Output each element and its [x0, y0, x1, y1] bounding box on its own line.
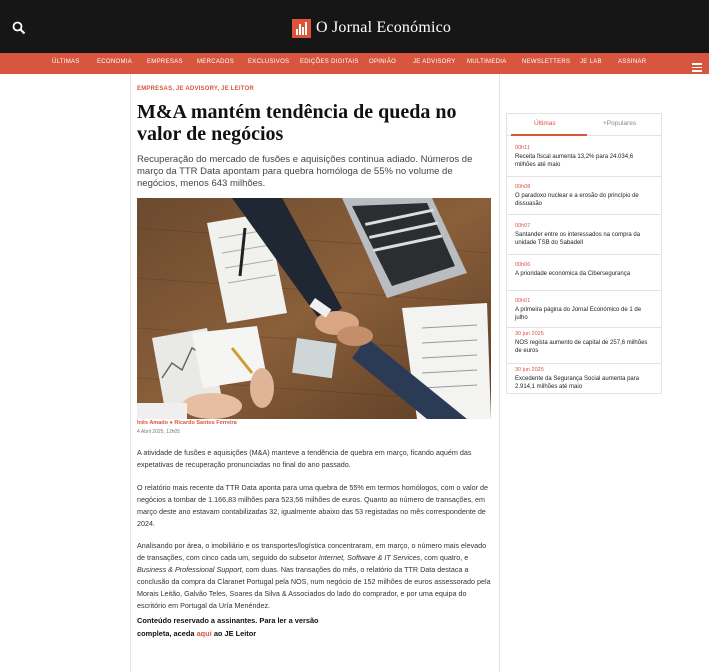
handshake-photo-illustration [137, 198, 491, 419]
nav-item-economia[interactable]: ECONOMIA [97, 59, 133, 65]
news-time: 30 jun 2025 [515, 331, 544, 337]
list-item[interactable] [507, 215, 661, 255]
paywall-notice: Conteúdo reservado a assinantes. Para ler a versão completa, aceda aqui ao JE Leitor [137, 616, 319, 638]
news-title[interactable]: NOS regista aumento de capital de 257,6 milhões de euros [515, 340, 648, 354]
tab-populares[interactable]: +Populares [603, 120, 637, 127]
brand-name: O Jornal Económico [316, 19, 452, 36]
content-left-divider [130, 74, 131, 672]
nav-item-mercados[interactable]: MERCADOS [197, 59, 235, 65]
news-time: 00h08 [515, 184, 531, 190]
news-title[interactable]: A primeira página do Jornal Económico de 1 de julho [515, 307, 642, 321]
content-right-divider [499, 74, 500, 672]
top-bar [0, 0, 709, 53]
list-item[interactable] [507, 177, 661, 215]
list-item[interactable] [507, 364, 661, 393]
byline-separator-icon: ● [169, 420, 173, 426]
article-lead: Recuperação do mercado de fusões e aquisições continua adiado. Números de março da TTR Data apontam para quebra homóloga de 55% no volume de negócios, menos 643 milhões. [137, 154, 473, 189]
nav-item-ultimas[interactable]: ÚLTIMAS [52, 59, 80, 65]
widget-tabs [507, 114, 661, 136]
nav-item-je-advisory[interactable]: JE ADVISORY [413, 59, 456, 65]
news-time: 00h01 [515, 298, 531, 304]
author-link[interactable]: Inês Amado [137, 420, 168, 426]
active-tab-indicator [511, 134, 587, 136]
news-title[interactable]: Santander entre os interessados na compra da unidade TSB do Sabadell [515, 232, 641, 246]
nav-item-je-lab[interactable]: JE LAB [580, 59, 602, 65]
author-link[interactable]: Ricardo Santos Ferreira [174, 420, 237, 426]
article-categories[interactable]: EMPRESAS, JE ADVISORY, JE LEITOR [137, 86, 254, 92]
news-time: 30 jun 2025 [515, 367, 544, 373]
site-logo[interactable] [292, 17, 451, 39]
nav-item-assinar[interactable]: ASSINAR [618, 59, 647, 65]
list-item[interactable] [507, 291, 661, 328]
list-item[interactable] [507, 328, 661, 364]
article-paragraph: O relatório mais recente da TTR Data aponta para uma quebra de 55% em termos homólogos, com o valor de negócios a tombar de 1.166,83 milhões para 523,56 milhões de euros. Quanto ao número de transações, em março deste ano estavam contabilizadas 32, igualmente abaixo das 53 registadas no mês correspondente de 2024. [137, 483, 489, 528]
nav-item-opiniao[interactable]: OPINIÃO [369, 59, 397, 65]
article-paragraph: Analisando por área, o imobiliário e os transportes/logística concentraram, em março, o número mais elevado de transações, com cinco cada um, seguido do subsetor Internet, Software & IT Services, com quatro, e Business & Professional Support, com duas. Nas transações do mês, o relatório da TTR Data destaca a conclusão da compra da Claranet Portugal pela NOS, num negócio de 152 milhões de euros assessorado pela Morais Leitão, Galvão Teles, Soares da Silva & Associados do lado do comprador, e por uma equipa do escritório em Portugal da Uría Menéndez. [137, 541, 491, 610]
nav-item-multimedia[interactable]: MULTIMEDIA [467, 59, 507, 65]
nav-item-empresas[interactable]: EMPRESAS [147, 59, 183, 65]
news-title[interactable]: Excedente da Segurança Social aumenta para 2.914,1 milhões até maio [515, 376, 640, 390]
nav-item-edicoes-digitais[interactable]: EDIÇÕES DIGITAIS [300, 59, 359, 65]
news-title[interactable]: O paradoxo nuclear e a erosão do princípio de dissuasão [515, 193, 639, 207]
main-nav [0, 53, 709, 74]
article-photo [137, 198, 491, 419]
news-title[interactable]: Receita fiscal aumenta 13,2% para 24.034,6 milhões até maio [515, 154, 634, 168]
article-headline: M&A mantém tendência de queda no valor de negócios [137, 101, 457, 145]
news-title[interactable]: A prioridade económica da Cibersegurança [515, 271, 631, 277]
publish-date: 4 Abril 2025, 12h05 [137, 429, 181, 435]
hamburger-menu-icon[interactable] [692, 63, 702, 71]
latest-news-widget [506, 113, 662, 394]
list-item[interactable] [507, 255, 661, 291]
news-time: 00h07 [515, 223, 531, 229]
je-leitor-link[interactable]: aqui [196, 628, 212, 638]
nav-item-exclusivos[interactable]: EXCLUSIVOS [248, 59, 290, 65]
news-time: 00h06 [515, 262, 531, 268]
nav-item-newsletters[interactable]: NEWSLETTERS [522, 59, 571, 65]
logo-mark-icon [292, 19, 311, 38]
news-time: 00h11 [515, 145, 530, 151]
list-item[interactable] [507, 137, 661, 177]
search-icon[interactable] [12, 21, 26, 35]
byline [137, 420, 237, 426]
article-paragraph: A atividade de fusões e aquisições (M&A) manteve a tendência de quebra em março, ficando aquém das expetativas de recuperação pronunciadas no final do ano passado. [137, 448, 472, 469]
tab-ultimas[interactable]: Últimas [534, 120, 556, 127]
